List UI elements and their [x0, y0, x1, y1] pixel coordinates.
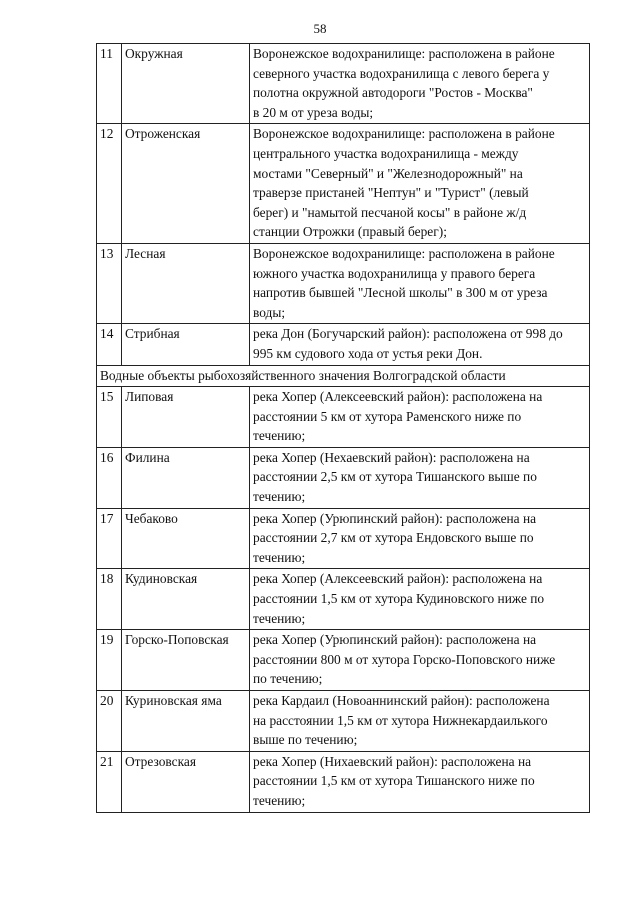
- description-line: центрального участка водохранилища - между: [253, 145, 519, 161]
- site-description: [250, 569, 590, 630]
- table-row: [97, 630, 590, 691]
- row-number: 16: [97, 447, 122, 508]
- description-line: расстоянии 800 м от хутора Горско-Поповского ниже: [253, 651, 556, 667]
- description-line: на расстоянии 1,5 км от хутора Нижнекардаилького: [253, 712, 548, 728]
- site-description: [250, 751, 590, 812]
- description-line: воды;: [253, 304, 286, 320]
- table-body-a: [97, 44, 590, 387]
- description-line: течению;: [253, 610, 306, 626]
- description-line: расстоянии 2,7 км от хутора Ендовского выше по: [253, 530, 534, 546]
- row-number: 15: [97, 387, 122, 448]
- site-description: [250, 447, 590, 508]
- section-title: Водные объекты рыбохозяйственного значения Волгоградской области: [97, 365, 590, 387]
- description-line: траверзе пристаней "Нептун" и "Турист" (левый: [253, 185, 529, 201]
- table-row: [97, 324, 590, 365]
- description-line: южного участка водохранилища у правого берега: [253, 265, 536, 281]
- table-row: [97, 447, 590, 508]
- site-name: Кудиновская: [122, 569, 250, 630]
- description-line: расстоянии 5 км от хутора Раменского ниже по: [253, 408, 522, 424]
- table-row: [97, 124, 590, 244]
- site-name: Чебаково: [122, 508, 250, 569]
- description-line: 995 км судового хода от устья реки Дон.: [253, 345, 483, 361]
- description-line: Воронежское водохранилище: расположена в районе: [253, 126, 555, 142]
- row-number: 11: [97, 44, 122, 124]
- site-name: Филина: [122, 447, 250, 508]
- row-number: 20: [97, 691, 122, 752]
- site-name: Отрезовская: [122, 751, 250, 812]
- description-line: течению;: [253, 549, 306, 565]
- description-line: река Хопер (Алексеевский район): расположена на: [253, 571, 543, 587]
- table-row: [97, 691, 590, 752]
- description-line: река Дон (Богучарский район): расположена от 998 до: [253, 326, 563, 342]
- site-description: [250, 387, 590, 448]
- description-line: течению;: [253, 428, 306, 444]
- description-line: мостами "Северный" и "Железнодорожный" на: [253, 165, 523, 181]
- description-line: течению;: [253, 792, 306, 808]
- table-row: [97, 569, 590, 630]
- description-line: станции Отрожки (правый берег);: [253, 224, 447, 240]
- description-line: река Хопер (Алексеевский район): расположена на: [253, 389, 543, 405]
- description-line: расстоянии 1,5 км от хутора Кудиновского ниже по: [253, 591, 545, 607]
- row-number: 17: [97, 508, 122, 569]
- description-line: выше по течению;: [253, 732, 358, 748]
- row-number: 14: [97, 324, 122, 365]
- site-name: Окружная: [122, 44, 250, 124]
- description-line: Воронежское водохранилище: расположена в районе: [253, 46, 555, 61]
- row-number: 21: [97, 751, 122, 812]
- description-line: Воронежское водохранилище: расположена в районе: [253, 245, 555, 261]
- site-name: Стрибная: [122, 324, 250, 365]
- row-number: 13: [97, 243, 122, 323]
- description-line: в 20 м от уреза воды;: [253, 104, 374, 120]
- site-name: Куриновская яма: [122, 691, 250, 752]
- table-row: [97, 387, 590, 448]
- row-number: 18: [97, 569, 122, 630]
- description-line: река Хопер (Урюпинский район): расположена на: [253, 510, 537, 526]
- table-row: [97, 243, 590, 323]
- description-line: напротив бывшей "Лесной школы" в 300 м от уреза: [253, 285, 548, 301]
- table-row: [97, 751, 590, 812]
- description-line: северного участка водохранилища с левого берега у: [253, 65, 550, 81]
- table-row: [97, 44, 590, 124]
- site-description: [250, 44, 590, 124]
- site-name: Лесная: [122, 243, 250, 323]
- site-name: Горско-Поповская: [122, 630, 250, 691]
- site-description: [250, 691, 590, 752]
- description-line: расстоянии 2,5 км от хутора Тишанского выше по: [253, 469, 537, 485]
- description-line: река Кардаил (Новоаннинский район): расположена: [253, 693, 550, 708]
- description-line: расстоянии 1,5 км от хутора Тишанского ниже по: [253, 773, 535, 789]
- site-description: [250, 243, 590, 323]
- description-line: река Хопер (Нихаевский район): расположена на: [253, 753, 532, 769]
- site-name: Отроженская: [122, 124, 250, 244]
- site-description: [250, 124, 590, 244]
- description-line: берег) и "намытой песчаной косы" в районе ж/д: [253, 204, 527, 220]
- page-number: 58: [313, 21, 327, 36]
- row-number: 12: [97, 124, 122, 244]
- site-name: Липовая: [122, 387, 250, 448]
- table-row: [97, 508, 590, 569]
- row-number: 19: [97, 630, 122, 691]
- section-header-row: [97, 365, 590, 387]
- description-line: река Хопер (Нехаевский район): расположена на: [253, 449, 530, 465]
- water-bodies-table: [96, 43, 590, 813]
- table-body-b: [97, 387, 590, 812]
- description-line: по течению;: [253, 671, 323, 687]
- description-line: течению;: [253, 489, 306, 505]
- site-description: [250, 324, 590, 365]
- description-line: полотна окружной автодороги "Ростов - Москва": [253, 85, 533, 101]
- site-description: [250, 508, 590, 569]
- description-line: река Хопер (Урюпинский район): расположена на: [253, 632, 537, 648]
- site-description: [250, 630, 590, 691]
